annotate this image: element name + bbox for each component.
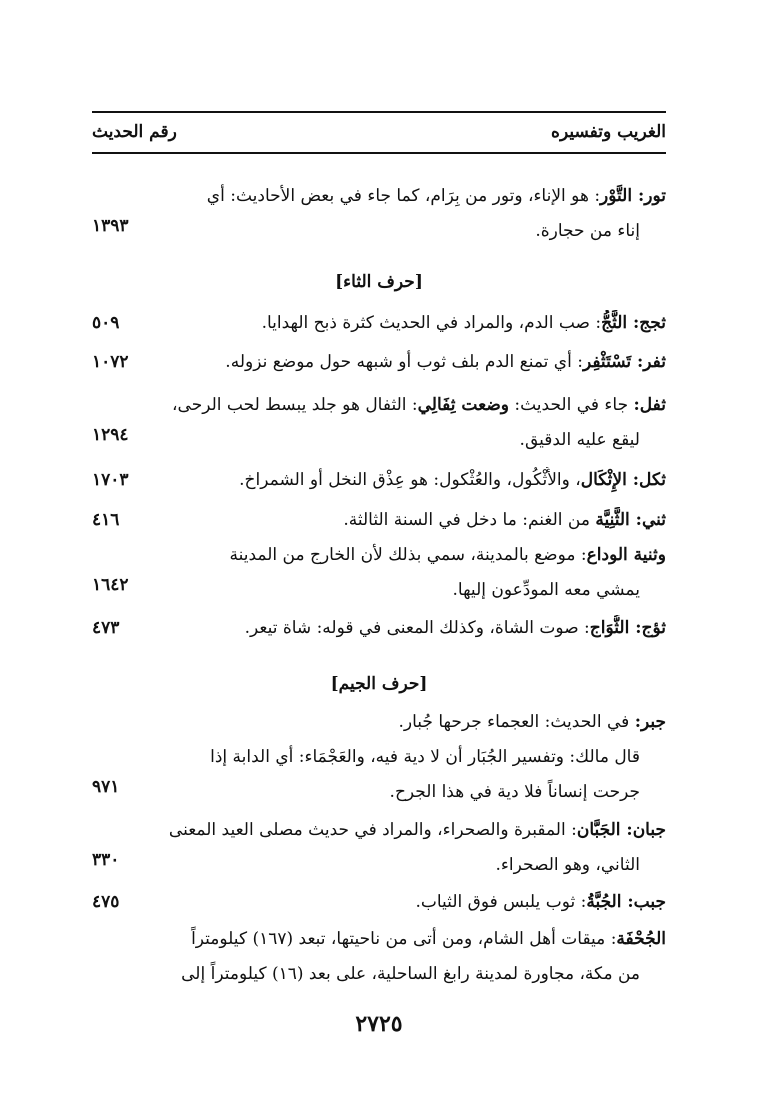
page-number: ٢٧٢٥ — [355, 1011, 403, 1037]
hadith-number: ٤٧٣ — [92, 618, 120, 638]
entry-headword: جبان: الجَبَّان — [576, 820, 666, 840]
entry-text: : أي تمنع الدم بلف ثوب أو شبهه حول موضع نزوله. — [225, 352, 583, 372]
entry-text: : ميقات أهل الشام، ومن أتى من ناحيتها، تبعد (١٦٧) كيلومتراً — [191, 929, 617, 949]
entry-line — [56, 817, 666, 843]
hadith-number: ٥٠٩ — [92, 313, 120, 333]
entry-text: : المقبرة والصحراء، والمراد في حديث مصلى العيد المعنى — [168, 820, 577, 840]
entry-text: الثاني، وهو الصحراء. — [495, 855, 640, 875]
entry-line — [56, 926, 666, 952]
entry-text: إناء من حجارة. — [535, 221, 640, 241]
entry-continuation-line — [56, 961, 640, 987]
section-heading: [حرف الجيم] — [330, 674, 428, 694]
entry-continuation-line — [56, 744, 640, 770]
entry-text: : الثفال هو جلد يبسط لحب الرحى، — [172, 395, 418, 415]
entry-text: من مكة، مجاورة لمدينة رابغ الساحلية، على بعد (١٦) كيلومتراً إلى — [181, 964, 640, 984]
entry-line — [56, 542, 666, 568]
entry-headword: ثني: الثَّنِيَّة — [595, 510, 666, 530]
entry-text: يمشي معه المودِّعون إليها. — [452, 580, 640, 600]
entry-text: جرحت إنساناً فلا دية في هذا الجرح. — [389, 782, 640, 802]
hadith-number: ١٧٠٣ — [92, 470, 129, 490]
hadith-number: ٤١٦ — [92, 510, 120, 530]
header-rule — [92, 152, 666, 154]
entry-text: : صب الدم، والمراد في الحديث كثرة ذبح الهدايا. — [261, 313, 602, 333]
entry-text: : هو الإناء، وتور من بِرَام، كما جاء في بعض الأحاديث: أي — [206, 186, 601, 206]
hadith-number: ٤٧٥ — [92, 892, 120, 912]
hadith-number: ١٣٩٣ — [92, 216, 129, 236]
entry-line — [56, 183, 666, 209]
entry-text: قال مالك: وتفسير الجُبَار أن لا دية فيه، والعَجْمَاء: أي الدابة إذا — [210, 747, 640, 767]
entry-headword: ثفل: — [633, 395, 666, 415]
running-header-title: الغريب وتفسيره — [551, 122, 666, 142]
entry-headword: وثنية الوداع — [586, 545, 666, 565]
top-rule — [92, 111, 666, 113]
entry-text: ، والأُثْكُول، والعُثْكول: هو عِذْق النخل أو الشمراخ. — [239, 470, 581, 490]
entry-headword: تور: التَّوْر — [600, 186, 666, 206]
hadith-number: ١٦٤٢ — [92, 575, 129, 595]
entry-text: في الحديث: العجماء جرحها جُبار. — [398, 712, 635, 732]
entry-line — [56, 392, 666, 418]
hadith-number: ١٠٧٢ — [92, 352, 129, 372]
hadith-number: ٩٧١ — [92, 777, 120, 797]
hadith-number: ١٢٩٤ — [92, 425, 129, 445]
entry-headword: ثكل: الإِثْكَال — [580, 470, 666, 490]
hadith-number: ٣٣٠ — [92, 850, 120, 870]
section-heading: [حرف الثاء] — [335, 272, 423, 292]
entry-line — [56, 709, 666, 735]
entry-text: : ثوب يلبس فوق الثياب. — [415, 892, 587, 912]
entry-text: جاء في الحديث: — [508, 395, 634, 415]
entry-headword: الجُحْفَة — [616, 929, 666, 949]
running-header-hadith-number: رقم الحديث — [92, 122, 177, 142]
entry-headword: وضعت ثِفَالِي — [417, 395, 509, 415]
entry-text: من الغنم: ما دخل في السنة الثالثة. — [343, 510, 596, 530]
entry-headword: ثؤج: الثُّوَاج — [589, 618, 666, 638]
entry-headword: جبب: الجُبَّةُ — [586, 892, 666, 912]
entry-text: : صوت الشاة، وكذلك المعنى في قوله: شاة تيعر. — [244, 618, 590, 638]
entry-headword: ثفر: تَسْتَثْفِر — [582, 352, 666, 372]
entry-text: ليقع عليه الدقيق. — [519, 430, 640, 450]
entry-text: : موضع بالمدينة، سمي بذلك لأن الخارج من المدينة — [229, 545, 587, 565]
entry-headword: جبر: — [634, 712, 666, 732]
entry-headword: ثجج: الثَّجُّ — [601, 313, 666, 333]
